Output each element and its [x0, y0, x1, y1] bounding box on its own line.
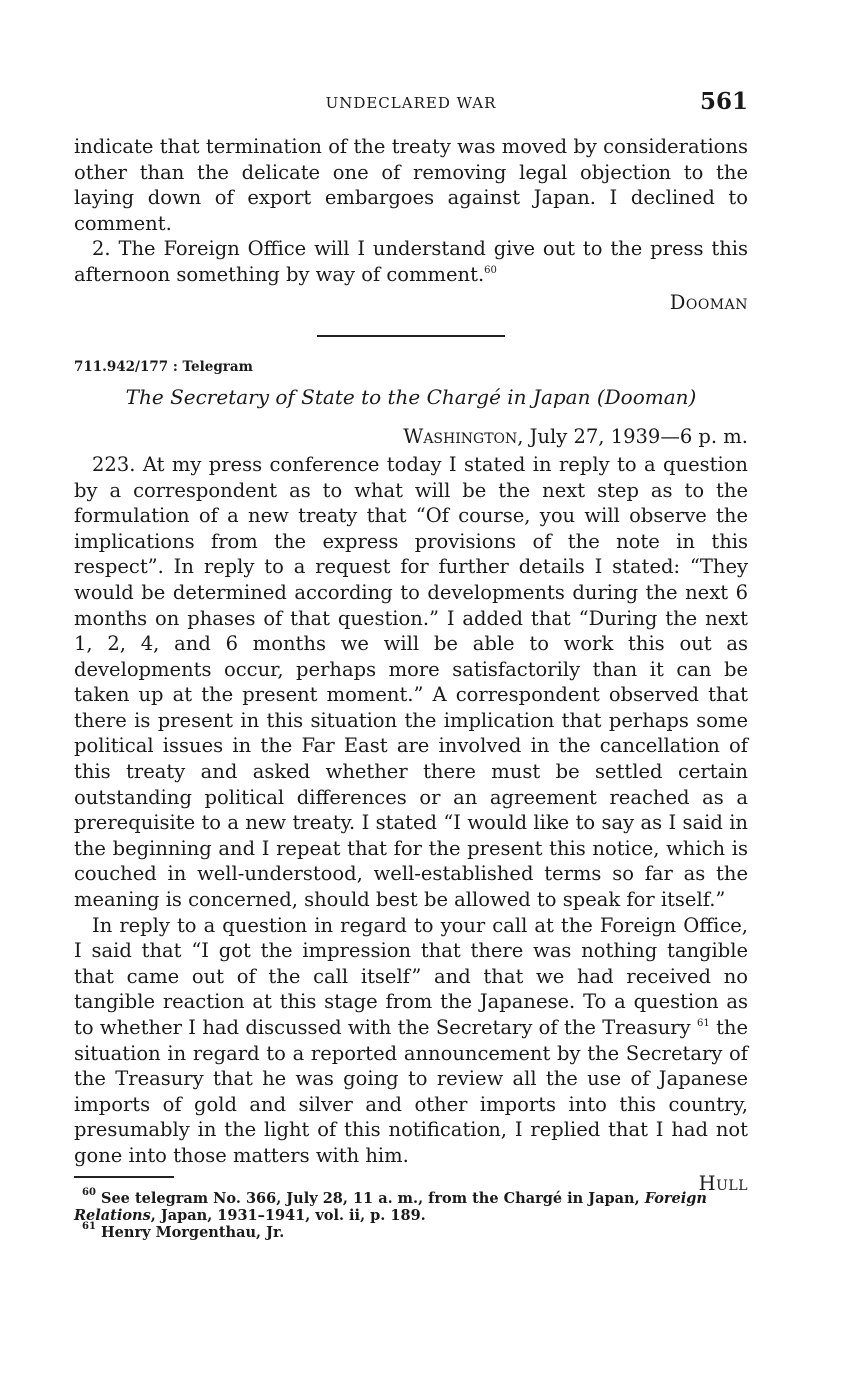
running-head: UNDECLARED WAR	[325, 94, 497, 112]
page-number: 561	[699, 88, 748, 115]
file-reference: 711.942/177 : Telegram	[74, 359, 253, 376]
continued-paragraph: indicate that termination of the treaty was moved by considerations other than the delicate one of removing legal objection to the laying down of export embargoes against Japan. I declined to comment.	[74, 135, 748, 235]
telegram-paragraph-2	[74, 913, 748, 1169]
dateline-place: Washington	[403, 425, 518, 449]
footnote-61	[74, 1220, 748, 1241]
telegram-paragraph-1: 223. At my press conference today I stated in reply to a question by a correspondent as to what will be the next step as to the formulation of a new treaty that “Of course, you will observe the implications from the express provisions of the note in this respect”. In reply to a request for further details I stated: “They would be determined according to developments during the next 6 months on phases of that question.” I added that “During the next 1, 2, 4, and 6 months we will be able to work this out as developments occur, perhaps more satisfactorily than it can be taken up at the present moment.” A correspondent observed that there is present in this situation the implication that perhaps some political issues in the Far East are involved in the cancellation of this treaty and asked whether there must be settled certain outstanding political differences or an agreement reached as a prerequisite to a new treaty. I stated “I would like to say as I said in the beginning and I repeat that for the present this notice, which is couched in well-understood, well-established terms so far as the meaning is concerned, should best be allowed to speak for itself.”	[74, 452, 748, 912]
footnote-marker-60: 60	[82, 1186, 96, 1198]
footnote-60-text-end: , Japan, 1931–1941, vol. ii, p. 189.	[150, 1206, 426, 1224]
footnote-ref-60: 60	[484, 264, 497, 276]
footnotes	[74, 1176, 748, 1241]
paragraph-2-text: 2. The Foreign Office will I understand give out to the press this afternoon something by way of comment.	[74, 237, 748, 286]
body-text	[74, 134, 748, 1196]
footnote-marker-61: 61	[82, 1220, 96, 1232]
footnote-60-italic: Foreign Relations	[74, 1189, 707, 1224]
dateline	[74, 424, 748, 450]
footnote-60-text-start: See telegram No. 366, July 28, 11 a. m., from the Chargé in Japan,	[100, 1189, 645, 1207]
telegram-paragraph-2-end: the situation in regard to a reported announcement by the Secretary of the Treasury that he was going to review all the use of Japanese imports of gold and silver and other imports into this country, presumably in the light of this notification, I replied that I had not gone into those matters with him.	[74, 1016, 749, 1167]
signature-dooman: Dooman	[669, 290, 748, 314]
footnote-ref-61: 61	[697, 1018, 710, 1029]
page-header	[74, 88, 748, 118]
dateline-date: , July 27, 1939—6 p. m.	[517, 425, 748, 449]
document-title: The Secretary of State to the Chargé in Japan (Dooman)	[125, 384, 697, 409]
footnote-60	[74, 1186, 748, 1224]
telegram-paragraph-2-start: In reply to a question in regard to your call at the Foreign Office, I said that “I got the impression that there was nothing tangible that came out of the call itself” and that we had received no tangible reaction at this stage from the Japanese. To a question as to whether I had discussed with the Secretary of the Treasury	[74, 913, 748, 1039]
paragraph-2	[74, 236, 748, 287]
signature-hull: Hull	[698, 1171, 748, 1195]
section-divider	[317, 335, 505, 337]
footnote-rule	[74, 1176, 174, 1178]
footnote-61-text: Henry Morgenthau, Jr.	[100, 1223, 285, 1241]
